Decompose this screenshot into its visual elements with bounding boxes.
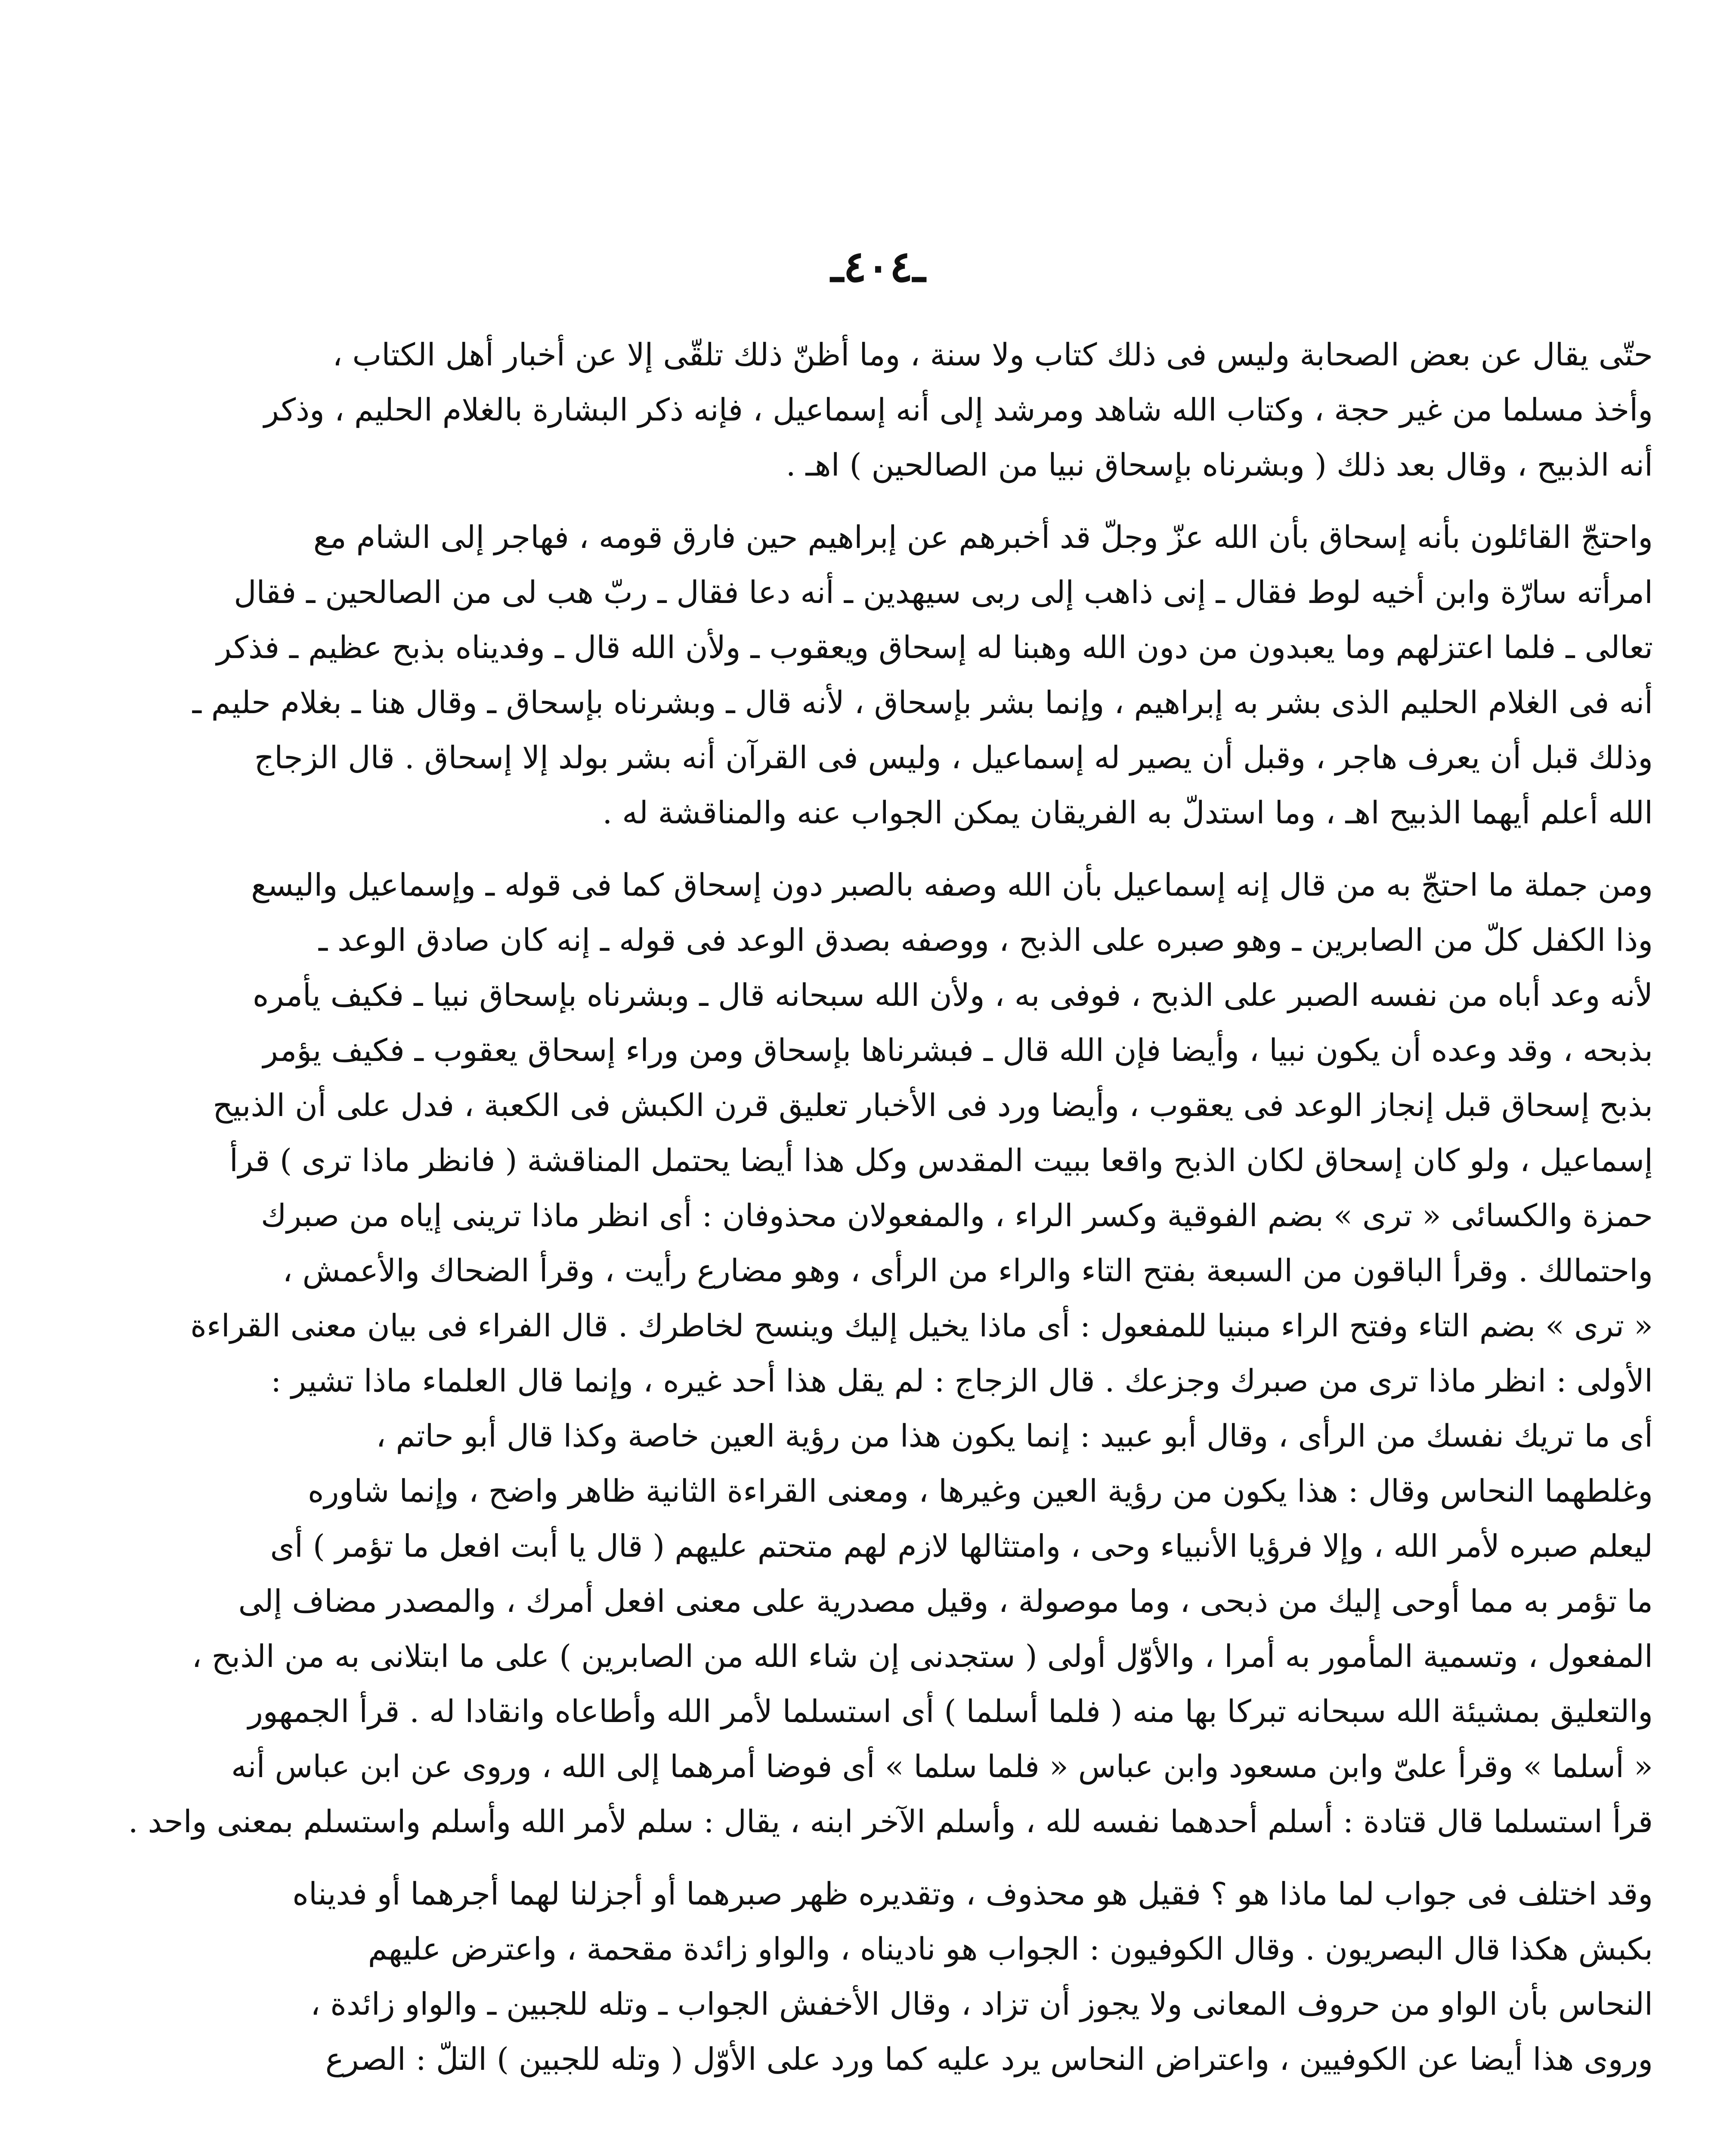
text-line: بذبح إسحاق قبل إنجاز الوعد فى يعقوب ، وأيضا ورد فى الأخبار تعليق قرن الكبش فى الكعبة ، فدل على أن الذبيح [213, 1087, 1653, 1123]
text-line: بذبحه ، وقد وعده أن يكون نبيا ، وأيضا فإن الله قال ـ فبشرناها بإسحاق ومن وراء إسحاق يعقوب ـ فكيف يؤمر [263, 1032, 1653, 1068]
book-page [103, 0, 1653, 2152]
text-line: لأنه وعد أباه من نفسه الصبر على الذبح ، فوفى به ، ولأن الله سبحانه قال ـ وبشرناه بإسحاق نبيا ـ فكيف يأمره [252, 977, 1653, 1013]
text-line: الله أعلم أيهما الذبيح اهـ ، وما استدلّ به الفريقان يمكن الجواب عنه والمناقشة له . [602, 795, 1653, 831]
text-line: بكبش هكذا قال البصريون . وقال الكوفيون : الجواب هو ناديناه ، والواو زائدة مقحمة ، واعترض عليهم [368, 1931, 1653, 1967]
text-line: أنه الذبيح ، وقال بعد ذلك ( وبشرناه بإسحاق نبيا من الصالحين ) اهـ . [786, 447, 1653, 483]
text-line: وأخذ مسلما من غير حجة ، وكتاب الله شاهد ومرشد إلى أنه إسماعيل ، فإنه ذكر البشارة بالغلام الحليم ، وذكر [264, 392, 1653, 428]
paragraph-1 [103, 327, 1653, 492]
page-number [103, 241, 1653, 292]
text-line: قرأ استسلما قال قتادة : أسلم أحدهما نفسه لله ، وأسلم الآخر ابنه ، يقال : سلم لأمر الله وأسلم واستسلم بمعنى واحد . [128, 1803, 1653, 1840]
text-line: وذا الكفل كلّ من الصابرين ـ وهو صبره على الذبح ، ووصفه بصدق الوعد فى قوله ـ إنه كان صادق الوعد ـ [319, 922, 1653, 958]
text-line: « أسلما » وقرأ علىّ وابن مسعود وابن عباس « فلما سلما » أى فوضا أمرهما إلى الله ، وروى عن ابن عباس أنه [231, 1748, 1653, 1784]
text-line: وذلك قبل أن يعرف هاجر ، وقبل أن يصير له إسماعيل ، وليس فى القرآن أنه بشر بولد إلا إسحاق . قال الزجاج [254, 739, 1653, 776]
text-line: النحاس بأن الواو من حروف المعانى ولا يجوز أن تزاد ، وقال الأخفش الجواب ـ وتله للجبين ـ والواو زائدة ، [310, 1986, 1653, 2022]
text-line: ليعلم صبره لأمر الله ، وإلا فرؤيا الأنبياء وحى ، وامتثالها لازم لهم متحتم عليهم ( قال يا أبت افعل ما تؤمر ) أى [270, 1528, 1653, 1564]
text-line: إسماعيل ، ولو كان إسحاق لكان الذبح واقعا ببيت المقدس وكل هذا أيضا يحتمل المناقشة ( فانظر ماذا ترى ) قرأ [229, 1142, 1653, 1178]
text-line: « ترى » بضم التاء وفتح الراء مبنيا للمفعول : أى ماذا يخيل إليك وينسح لخاطرك . قال الفراء فى بيان معنى القراءة [190, 1308, 1653, 1344]
page-number-value: ٤٠٤ [843, 241, 913, 292]
page-number-dash-right: ـ [831, 241, 844, 292]
text-line: الأولى : انظر ماذا ترى من صبرك وجزعك . قال الزجاج : لم يقل هذا أحد غيره ، وإنما قال العلماء ماذا تشير : [271, 1363, 1653, 1399]
paragraph-4 [103, 1866, 1653, 2087]
text-line: تعالى ـ فلما اعتزلهم وما يعبدون من دون الله وهبنا له إسحاق ويعقوب ـ ولأن الله قال ـ وفديناه بذبح عظيم ـ فذكر [216, 629, 1653, 665]
paragraph-2 [103, 510, 1653, 840]
text-line: المفعول ، وتسمية المأمور به أمرا ، والأوّل أولى ( ستجدنى إن شاء الله من الصابرين ) على ما ابتلانى به من الذبح ، [192, 1638, 1653, 1674]
text-line: وروى هذا أيضا عن الكوفيين ، واعتراض النحاس يرد عليه كما ورد على الأوّل ( وتله للجبين ) التلّ : الصرع [325, 2041, 1653, 2077]
page-number-dash-left: ـ [913, 241, 925, 292]
text-line: حتّى يقال عن بعض الصحابة وليس فى ذلك كتاب ولا سنة ، وما أظنّ ذلك تلقّى إلا عن أخبار أهل الكتاب ، [332, 337, 1653, 373]
text-line: والتعليق بمشيئة الله سبحانه تبركا بها منه ( فلما أسلما ) أى استسلما لأمر الله وأطاعاه وانقادا له . قرأ الجمهور [248, 1693, 1653, 1729]
text-line: وغلطهما النحاس وقال : هذا يكون من رؤية العين وغيرها ، ومعنى القراءة الثانية ظاهر واضح ، وإنما شاوره [307, 1473, 1653, 1509]
body-text [103, 327, 1653, 2104]
paragraph-3 [103, 857, 1653, 1849]
text-line: واحتجّ القائلون بأنه إسحاق بأن الله عزّ وجلّ قد أخبرهم عن إبراهيم حين فارق قومه ، فهاجر إلى الشام مع [313, 519, 1653, 555]
text-line: حمزة والكسائى « ترى » بضم الفوقية وكسر الراء ، والمفعولان محذوفان : أى انظر ماذا ترينى إياه من صبرك [261, 1197, 1653, 1234]
text-line: أى ما تريك نفسك من الرأى ، وقال أبو عبيد : إنما يكون هذا من رؤية العين خاصة وكذا قال أبو حاتم ، [376, 1418, 1653, 1454]
text-line: ما تؤمر به مما أوحى إليك من ذبحى ، وما موصولة ، وقيل مصدرية على معنى افعل أمرك ، والمصدر مضاف إلى [238, 1583, 1653, 1619]
text-line: امرأته سارّة وابن أخيه لوط فقال ـ إنى ذاهب إلى ربى سيهدين ـ أنه دعا فقال ـ ربّ هب لى من الصالحين ـ فقال [234, 574, 1653, 610]
text-line: أنه فى الغلام الحليم الذى بشر به إبراهيم ، وإنما بشر بإسحاق ، لأنه قال ـ وبشرناه بإسحاق ـ وقال هنا ـ بغلام حليم ـ [192, 684, 1653, 720]
text-line: ومن جملة ما احتجّ به من قال إنه إسماعيل بأن الله وصفه بالصبر دون إسحاق كما فى قوله ـ وإسماعيل واليسع [251, 867, 1653, 903]
text-line: واحتمالك . وقرأ الباقون من السبعة بفتح التاء والراء من الرأى ، وهو مضارع رأيت ، وقرأ الضحاك والأعمش ، [282, 1252, 1653, 1289]
text-line: وقد اختلف فى جواب لما ماذا هو ؟ فقيل هو محذوف ، وتقديره ظهر صبرهما أو أجزلنا لهما أجرهما أو فديناه [292, 1876, 1653, 1912]
